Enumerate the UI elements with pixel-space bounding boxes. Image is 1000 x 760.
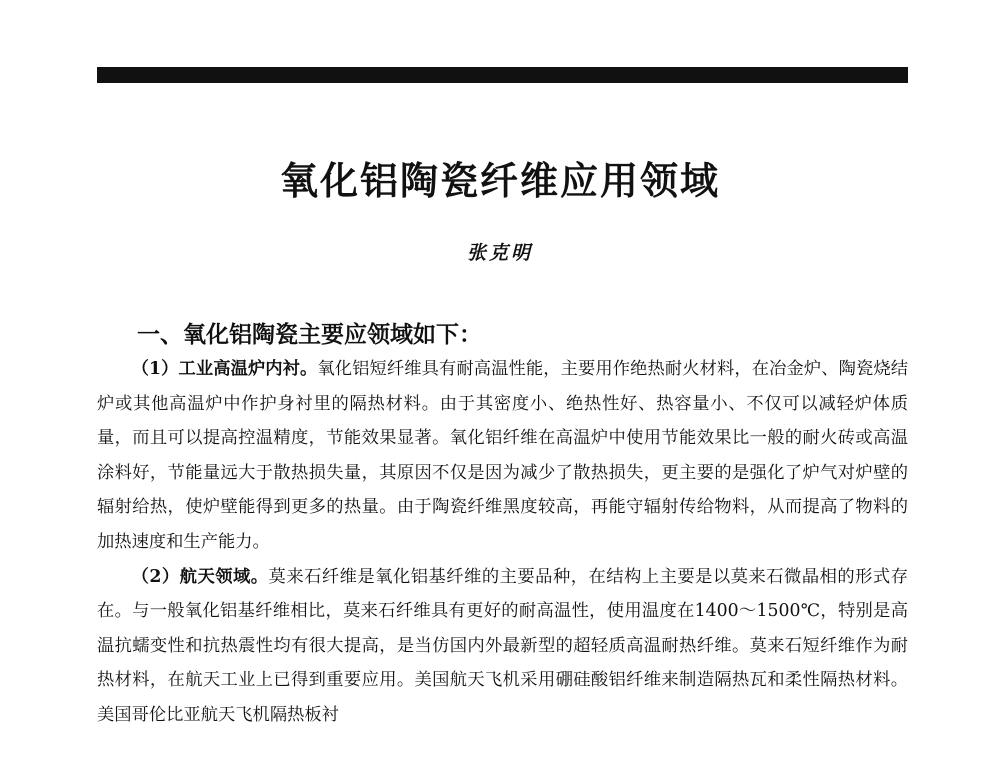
- paragraph-lead: （1）工业高温炉内衬。: [131, 359, 318, 379]
- article-body: [97, 352, 908, 733]
- paragraph-text: 氧化铝短纤维具有耐高温性能，主要用作绝热耐火材料，在冶金炉、陶瓷烧结炉或其他高温炉中作护身衬里的隔热材料。由于其密度小、绝热性好、热容量小、不仅可以减轻炉体质量，而且可以提高控温精度，节能效果显著。氧化铝纤维在高温炉中使用节能效果比一般的耐火砖或高温涂料好，节能量远大于散热损失量，其原因不仅是因为减少了散热损失，更主要的是强化了炉气对炉壁的辐射给热，使炉壁能得到更多的热量。由于陶瓷纤维黑度较高，再能守辐射传给物料，从而提高了物料的加热速度和生产能力。: [97, 359, 908, 552]
- paragraph: [97, 352, 908, 560]
- page-title: 氧化铝陶瓷纤维应用领域: [279, 159, 720, 203]
- paragraph: [97, 560, 908, 733]
- author-name: 张克明: [466, 242, 533, 264]
- section-heading: 一、氧化铝陶瓷主要应领域如下：: [137, 322, 482, 348]
- header-rule: [97, 67, 908, 83]
- paragraph-lead: （2）航天领域。: [131, 566, 269, 587]
- paragraph-text: 莫来石纤维是氧化铝基纤维的主要品种，在结构上主要是以莫来石微晶相的形式存在。与一般氧化铝基纤维相比，莫来石纤维具有更好的耐高温性，使用温度在1400～1500℃，特别是高温抗蠕变性和抗热震性均有很大提高，是当仿国内外最新型的超轻质高温耐热纤维。莫来石短纤维作为耐热材料，在航天工业上已得到重要应用。美国航天飞机采用硼硅酸铝纤维来制造隔热瓦和柔性隔热材料。美国哥伦比亚航天飞机隔热板衬: [97, 566, 908, 725]
